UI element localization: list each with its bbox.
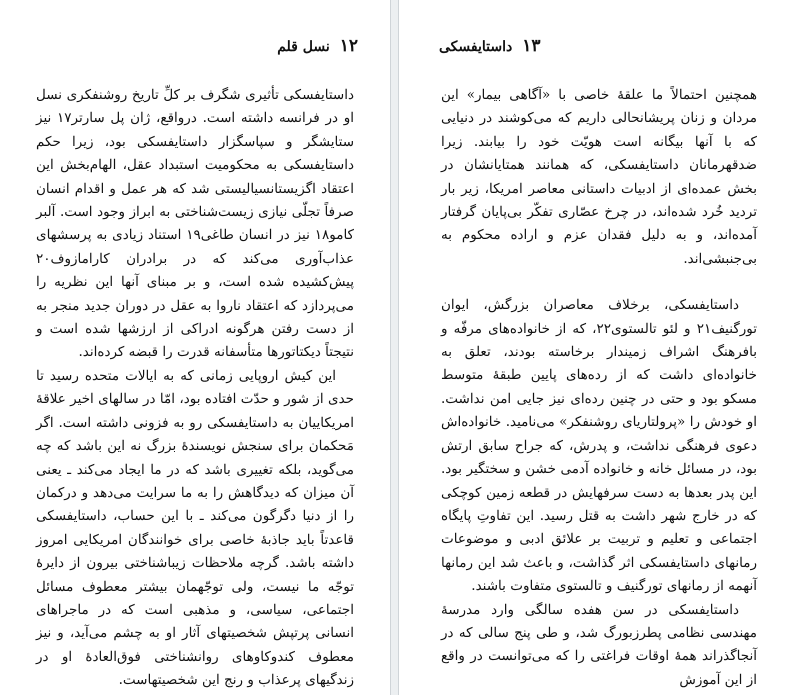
- running-header-right: [439, 36, 540, 58]
- paragraph: [36, 84, 354, 365]
- text-line: گرچه ملاحظات زیباشناختی بیرون از دایرهٔ توجّه ما نیست،: [36, 555, 355, 595]
- text-line: داستایفسکی در سن هفده سالگی وارد مدرسهٔ مهندسی: [441, 601, 757, 641]
- text-line: مَحکمان برای سنجش نویسندهٔ بزرگ نه این باشد که چه: [36, 438, 354, 455]
- text-line: معاصر امریکا، زیر بار تردید خُرد شده‌اند، در چرخ عصّاری: [441, 180, 758, 221]
- text-line: دگرگون می‌کند ـ با این حساب، داستایفسکی قاعدتاً باید: [36, 508, 355, 548]
- text-line: محکوم به بی‌جنبشی‌اند.: [441, 227, 757, 267]
- text-line: و سپاسگزار داستایفسکی بود، زیرا حکم داستایفسکی به: [36, 133, 355, 174]
- text-line: محکومیت استبداد عقل، الهام‌بخش این اعتقاد: [36, 157, 354, 197]
- text-line: این رمانها آنهمه از رمانهای تورگنیف و تالستوی متفاوت: [441, 554, 757, 595]
- text-line: باشند.: [471, 578, 506, 595]
- text-line: اگزیستانسیالیستی شد که هر عمل و اقدام انسان صرفاً تجلّی: [36, 180, 354, 221]
- text-line: نظامی پطرزبورگ شد، و طی پنج سالی که در آنجاگذراند همهٔ: [441, 624, 757, 665]
- text-line: فوق‌العادهٔ او در زندگیهای پرعذاب و رنج این شخصیتهاست.: [36, 648, 354, 689]
- text-line: داستایفسکی، برخلاف معاصران بزرگش، ایوان: [441, 297, 739, 314]
- text-line: می‌گوید، بلکه تغییری باشد که در ما ایجاد می‌کند ـ یعنی آن: [36, 461, 354, 501]
- text-line: آنها این نظریه را می‌پردازد که اعتقاد ناروا به عقل در دوران: [36, 274, 355, 314]
- page-number: ۱۳: [522, 36, 541, 56]
- text-line: او به چشم می‌آید، و نیز معطوف کندوکاوهای روانشناختی: [36, 625, 354, 665]
- text-line: موضوعات رمانهای داستایفسکی اثر گذاشت، و باعث شد: [441, 531, 757, 571]
- body-text: [441, 84, 757, 692]
- book-gutter: [390, 0, 399, 695]
- text-line: مذهبی است که در ماجراهای انسانی پرتپش شخصیتهای آثار: [36, 601, 354, 642]
- text-line: که در برادران کارامازوف۲۰ پیش‌کشیده شده است، و بر مبنای: [36, 250, 354, 291]
- running-header-left: [277, 36, 358, 58]
- text-line: این کیش اروپایی زمانی که به ایالات متحده رسید تا: [36, 367, 336, 384]
- text-line: جدید منجر به از دست رفتن هرگونه ادراکی از ارزشها شده: [36, 297, 354, 338]
- right-page: [399, 0, 790, 695]
- text-line: داستایفسکی تأثیری شگرف بر کلِّ تاریخ روشنفکری نسل او: [36, 87, 354, 127]
- text-line: حدی از شور و حدّت افتاده بود، امّا در سالهای اخیر علاقهٔ: [36, 391, 354, 408]
- paragraph: [441, 599, 757, 693]
- text-line: پدرش، که جراح سابق ارتش بود، در مسائل خانه و خانواده: [441, 437, 757, 478]
- text-line: است و نتیجتاً دیکتاتورها متأسفانه قدرت را قبضه کرده‌اند.: [36, 321, 354, 361]
- text-line: انسان طاغی۱۹ استناد زیادی به پرسشهای عذاب‌آوری می‌کند: [36, 227, 354, 267]
- page-number: ۱۲: [339, 36, 358, 56]
- running-title: نسل قلم: [277, 39, 330, 55]
- text-line: زنان پریشانحالی داریم که می‌کوشند در دنیایی که با آنها بیگانه: [441, 110, 757, 150]
- text-line: چنین رده‌ای نیز جایی امن نداشت. او خودش را «پرولتاریای: [441, 390, 757, 431]
- text-line: است هویّت خود را بیابند. زیرا ضدقهرمانان داستایفسکی، که: [441, 133, 757, 174]
- text-line: داشت که از رده‌های پایین طبقهٔ متوسط مسکو بود و حتی در: [441, 367, 757, 407]
- text-line: اوقات فراغتی را که می‌توانست در واقع از این آموزش: [441, 648, 757, 688]
- paragraph: [441, 294, 757, 598]
- text-line: آدمی خشن و سختگیر بود. این پدر بعدها به دست سرفهایش: [441, 461, 757, 501]
- text-line: همانند همتایانشان در بخش عمده‌ای از ادبیات داستانی: [441, 157, 758, 197]
- left-page: [0, 0, 390, 695]
- text-line: تورگنیف۲۱ و لئو تالستوی۲۲، که از خانواده‌های مرفّه و: [441, 320, 758, 337]
- text-line: تفکّر بی‌پایان گرفتار آمده‌اند، و به دلیل فقدان عزم و اراده: [441, 204, 757, 244]
- text-line: میزان که دیدگاهش را به ما سرایت می‌دهد و درکمان را از دنیا: [36, 484, 354, 525]
- text-line: در قطعه زمین کوچکی که در خارج شهر داشت به قتل رسید.: [441, 484, 757, 524]
- text-line: امریکاییان به داستایفسکی رو به فزونی داشته است. اگر: [36, 414, 354, 431]
- body-text: [36, 84, 354, 693]
- running-title: داستایفسکی: [439, 39, 513, 55]
- text-line: روشنفکر» می‌نامید. خانواده‌اش دعوی فرهنگی نداشت، و: [441, 414, 757, 454]
- text-line: این تفاوتِ پایگاه اجتماعی و تعلیم و تربیت بر علائق ادبی و: [441, 507, 757, 548]
- paragraph: [441, 84, 757, 271]
- text-line: بافرهنگ اشراف زمیندار برخاسته بودند، تعلق به خانواده‌ای: [441, 344, 757, 384]
- text-line: ولی توجّهمان بیشتر معطوف مسائل اجتماعی، سیاسی، و: [36, 578, 354, 618]
- text-line: نیازی زیست‌شناختی به ابراز وجود است. آلبر کامو۱۸ نیز در: [36, 204, 354, 244]
- text-line: جاذبهٔ خاصی برای خوانندگان امریکایی امروز داشته باشد.: [36, 531, 354, 572]
- paragraph: [36, 365, 354, 693]
- text-line: همچنین احتمالاً ما علقهٔ خاصی با «آگاهی بیمار» این مردان و: [441, 87, 757, 127]
- text-line: در فرانسه داشته است. درواقع، ژان پل سارتر۱۷ نیز ستایشگر: [36, 110, 355, 150]
